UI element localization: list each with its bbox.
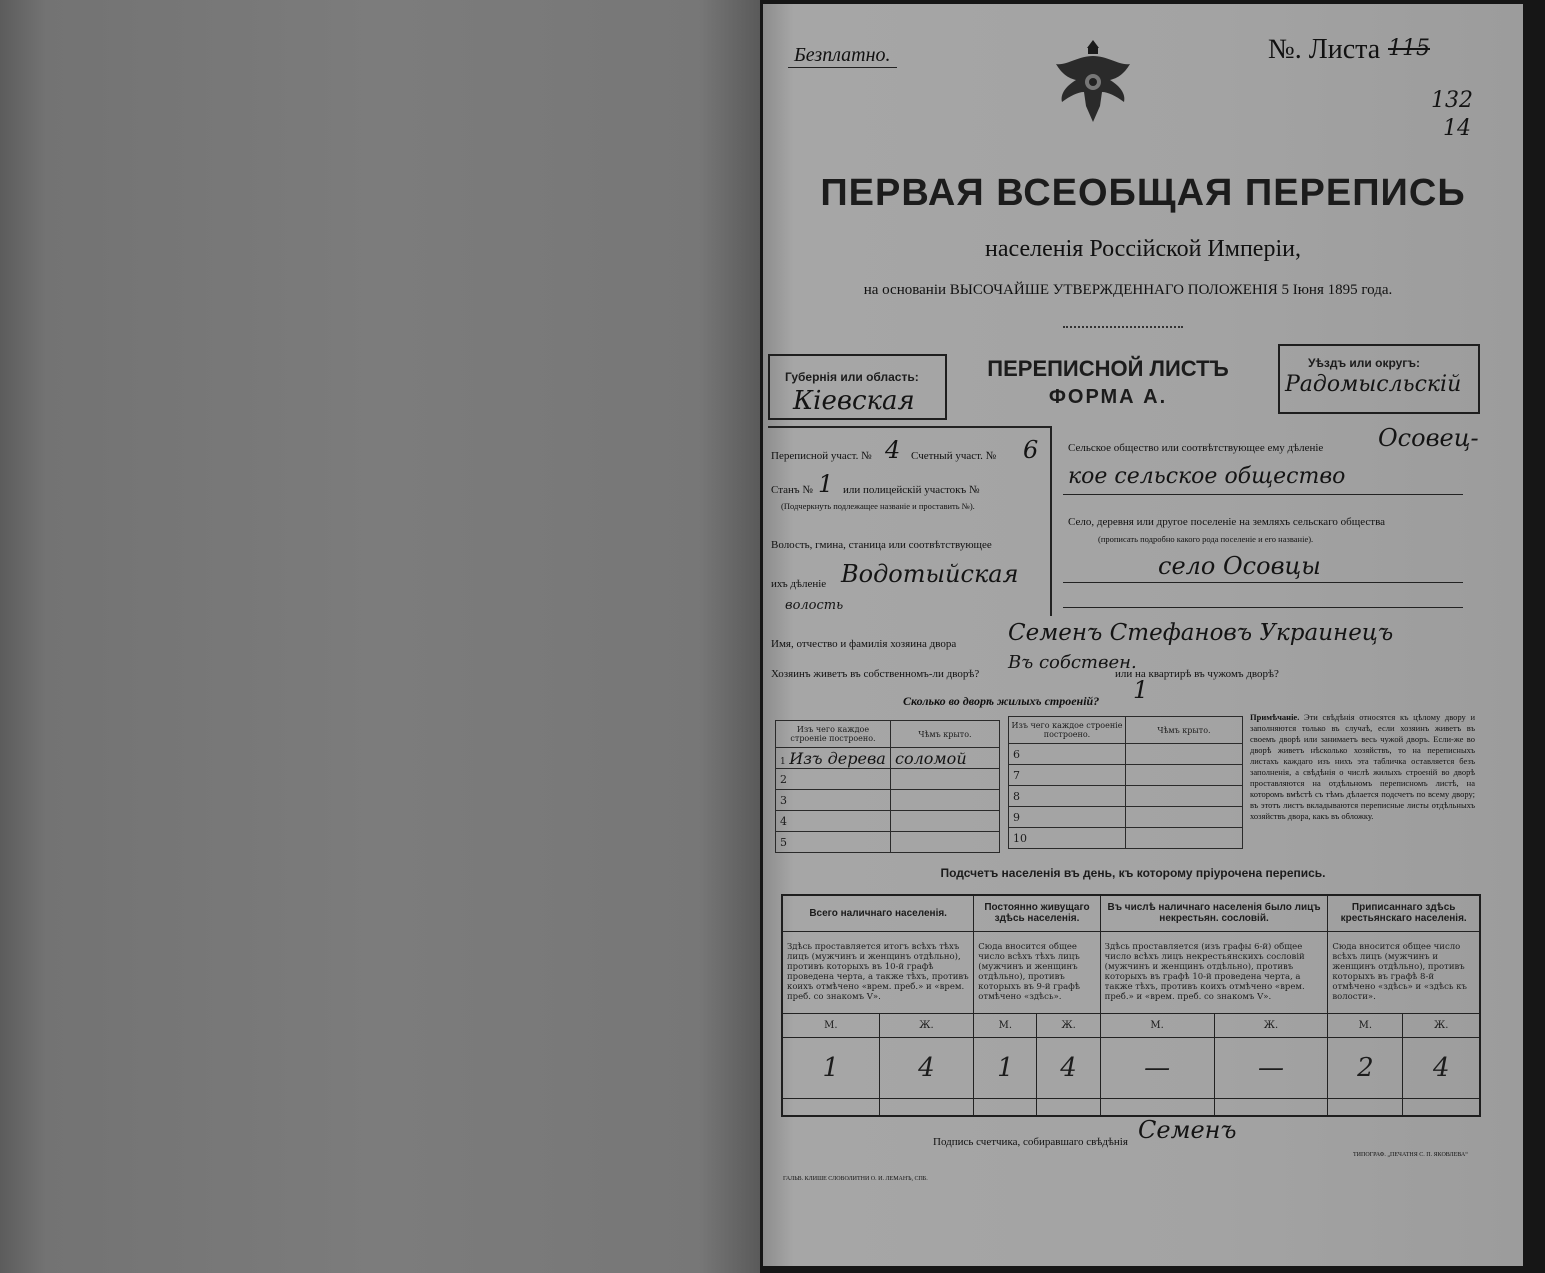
table-row: 3 xyxy=(776,790,1000,811)
m-label: М. xyxy=(782,1013,879,1037)
f-label: Ж. xyxy=(1214,1013,1328,1037)
registered-f-value: 4 xyxy=(1403,1037,1480,1098)
table-row: 10 xyxy=(1009,828,1243,849)
uezd-value: Радомысльскій xyxy=(1285,372,1462,397)
buildings-label: Сколько во дворѣ жилыхъ строеній? xyxy=(903,694,1100,708)
selskoe-underline xyxy=(1063,494,1463,495)
form-name: ФОРМА А. xyxy=(1048,386,1168,408)
total-pop-head: Всего наличнаго населенія. xyxy=(782,895,974,931)
residence-value: Въ собствен. xyxy=(1008,652,1137,673)
uezd-label: Уѣздъ или округъ: xyxy=(1308,356,1421,370)
non-peasant-desc: Здѣсь проставляется (изъ графы 6-й) общее число всѣхъ лицъ некрестьянскихъ сословій (мужчинъ и женщинъ отдѣльно), противъ которыхъ въ графѣ 10-й проведена черта, а также тѣхъ, противъ коихъ отмѣчено «врем. преб.» и «врем. преб. со знакомъ V». xyxy=(1100,931,1328,1013)
stan-label: Станъ № xyxy=(771,484,813,496)
owner-label: Имя, отчество и фамилія хозяина двора xyxy=(771,638,957,650)
printer-left: ГАЛЬВ. КЛИШЕ СЛОВОЛИТНИ О. И. ЛЕМАНЪ, СПБ. xyxy=(783,1176,928,1182)
selskoe-value-2: кое сельское общество xyxy=(1068,464,1346,489)
gubernia-label: Губернія или область: xyxy=(785,370,919,384)
signature-label: Подпись счетчика, собиравшаго свѣдѣнія xyxy=(933,1136,1128,1148)
census-title: ПЕРВАЯ ВСЕОБЩАЯ ПЕРЕПИСЬ xyxy=(820,172,1466,214)
signature-value: Семенъ xyxy=(1138,1116,1237,1144)
underline-note: (Подчеркнуть подлежащее названіе и проставить №). xyxy=(781,501,975,511)
sheet-number-corner: 132 xyxy=(1431,88,1473,113)
table-row: 5 xyxy=(776,832,1000,853)
permanent-m-value: 1 xyxy=(974,1037,1037,1098)
gubernia-value: Кіевская xyxy=(793,386,915,416)
non-peasant-m-value: — xyxy=(1100,1037,1214,1098)
free-label: Безплатно. xyxy=(788,44,897,68)
selo-underline-2 xyxy=(1063,607,1463,608)
non-peasant-f-value: — xyxy=(1214,1037,1328,1098)
sheet-number-label: №. Листа xyxy=(1268,34,1381,65)
list-title: ПЕРЕПИСНОЙ ЛИСТЪ xyxy=(987,356,1229,381)
volost-value-2: волость xyxy=(785,598,844,613)
perepis-uchast-value: 4 xyxy=(885,436,901,464)
volost-label: Волость, гмина, станица или соотвѣтствующее xyxy=(771,539,992,551)
selo-note: (прописать подробно какого рода поселеніе и его названіе). xyxy=(1098,534,1314,544)
table-row: 9 xyxy=(1009,807,1243,828)
selo-value: село Осовцы xyxy=(1158,552,1321,580)
sheet-number-struck: 115 xyxy=(1388,36,1430,61)
owner-value: Семенъ Стефановъ Украинецъ xyxy=(1008,620,1394,646)
total-m-value: 1 xyxy=(782,1037,879,1098)
buildings-table-left xyxy=(775,720,1000,853)
printer-right: ТИПОГРАФ. „ПЕЧАТНЯ С. П. ЯКОВЛЕВА“ xyxy=(1353,1152,1468,1158)
population-title: Подсчетъ населенія въ день, къ которому пріурочена перепись. xyxy=(940,866,1326,880)
census-form-page xyxy=(763,4,1523,1266)
table-row: 1 Изъ дерева соломой xyxy=(776,748,1000,769)
registered-peasant-desc: Сюда вносится общее число всѣхъ лицъ (мужчинъ и женщинъ отдѣльно), противъ которыхъ въ графѣ 8-й отмѣчено «здѣсь» и «здѣсь къ волости». xyxy=(1328,931,1480,1013)
m-label: М. xyxy=(974,1013,1037,1037)
table-row: 7 xyxy=(1009,765,1243,786)
f-label: Ж. xyxy=(1403,1013,1480,1037)
permanent-pop-desc: Сюда вносится общее число всѣхъ тѣхъ лицъ (мужчинъ и женщинъ отдѣльно), противъ которыхъ въ 9-й графѣ отмѣчено «здѣсь». xyxy=(974,931,1100,1013)
buildings-table-right xyxy=(1008,716,1243,849)
volost-label-2: ихъ дѣленіе xyxy=(771,578,827,590)
police-label: или полицейскій участокъ № xyxy=(843,484,980,496)
schetny-uchast-label: Счетный участ. № xyxy=(911,450,997,462)
registered-m-value: 2 xyxy=(1328,1037,1403,1098)
residence-label-2: или на квартирѣ въ чужомъ дворѣ? xyxy=(1115,668,1279,680)
f-label: Ж. xyxy=(879,1013,974,1037)
registered-peasant-head: Приписаннаго здѣсь крестьянскаго населенія. xyxy=(1328,895,1480,931)
selskoe-value: Осовец- xyxy=(1378,424,1479,452)
perepis-uchast-label: Переписной участ. № xyxy=(771,450,872,462)
selo-label: Село, деревня или другое поселеніе на земляхъ сельскаго общества xyxy=(1068,516,1386,528)
m-label: М. xyxy=(1100,1013,1214,1037)
ornament-divider xyxy=(1063,326,1183,328)
col-roof: Чѣмъ крыто. xyxy=(891,721,1000,748)
left-page xyxy=(0,0,760,1273)
permanent-f-value: 4 xyxy=(1037,1037,1100,1098)
schetny-uchast-value: 6 xyxy=(1023,436,1039,464)
total-f-value: 4 xyxy=(879,1037,974,1098)
col-material-2: Изъ чего каждое строеніе построено. xyxy=(1009,717,1126,744)
sheet-number-corner-2: 14 xyxy=(1443,116,1471,141)
permanent-pop-head: Постоянно живущаго здѣсь населенія. xyxy=(974,895,1100,931)
population-table xyxy=(781,894,1481,1117)
census-subtitle: населенія Россійской Имперіи, xyxy=(985,236,1301,262)
buildings-note xyxy=(1250,712,1475,822)
selskoe-label: Сельское общество или соотвѣтствующее ему дѣленіе xyxy=(1068,442,1324,454)
non-peasant-head: Въ числѣ наличнаго населенія было лицъ некрестьян. сословій. xyxy=(1100,895,1328,931)
note-text: Эти свѣдѣнія относятся къ цѣлому двору и заполняются только въ случаѣ, если хозяинъ живетъ въ своемъ дворѣ или занимаетъ весь чужой дворъ. Если-же во дворѣ живетъ нѣсколько хозяйствъ, то на переписныхъ листахъ каждаго изъ нихъ эта табличка оставляется безъ заполненія, а свѣдѣнія о числѣ жилыхъ строеній во дворѣ проставляются на отдѣльномъ переписномъ листѣ, на которомъ вмѣстѣ съ тѣмъ дѣлается подсчетъ по всему двору; въ этотъ листъ вкладываются переписные листы отдѣльныхъ хозяйствъ двора, какъ въ обложку. xyxy=(1250,712,1475,821)
selo-underline xyxy=(1063,582,1463,583)
residence-label: Хозяинъ живетъ въ собственномъ-ли дворѣ? xyxy=(771,668,980,680)
buildings-value: 1 xyxy=(1133,676,1149,704)
note-title: Примѣчаніе. xyxy=(1250,712,1300,722)
volost-value: Водотыйская xyxy=(841,560,1019,588)
col-roof-2: Чѣмъ крыто. xyxy=(1126,717,1243,744)
table-row: 8 xyxy=(1009,786,1243,807)
col-material: Изъ чего каждое строеніе построено. xyxy=(776,721,891,748)
table-row: 2 xyxy=(776,769,1000,790)
f-label: Ж. xyxy=(1037,1013,1100,1037)
m-label: М. xyxy=(1328,1013,1403,1037)
table-row: 6 xyxy=(1009,744,1243,765)
census-basis: на основаніи ВЫСОЧАЙШЕ УТВЕРЖДЕННАГО ПОЛОЖЕНІЯ 5 Іюня 1895 года. xyxy=(863,282,1393,298)
total-pop-desc: Здѣсь проставляется итогъ всѣхъ тѣхъ лицъ (мужчинъ и женщинъ отдѣльно), противъ которыхъ въ 10-й графѣ проведена черта, а также тѣхъ, противъ коихъ отмѣчено «врем. преб.» и «врем. преб. со знакомъ V». xyxy=(782,931,974,1013)
imperial-eagle-emblem xyxy=(1048,34,1138,133)
table-row: 4 xyxy=(776,811,1000,832)
stan-value: 1 xyxy=(818,470,834,498)
